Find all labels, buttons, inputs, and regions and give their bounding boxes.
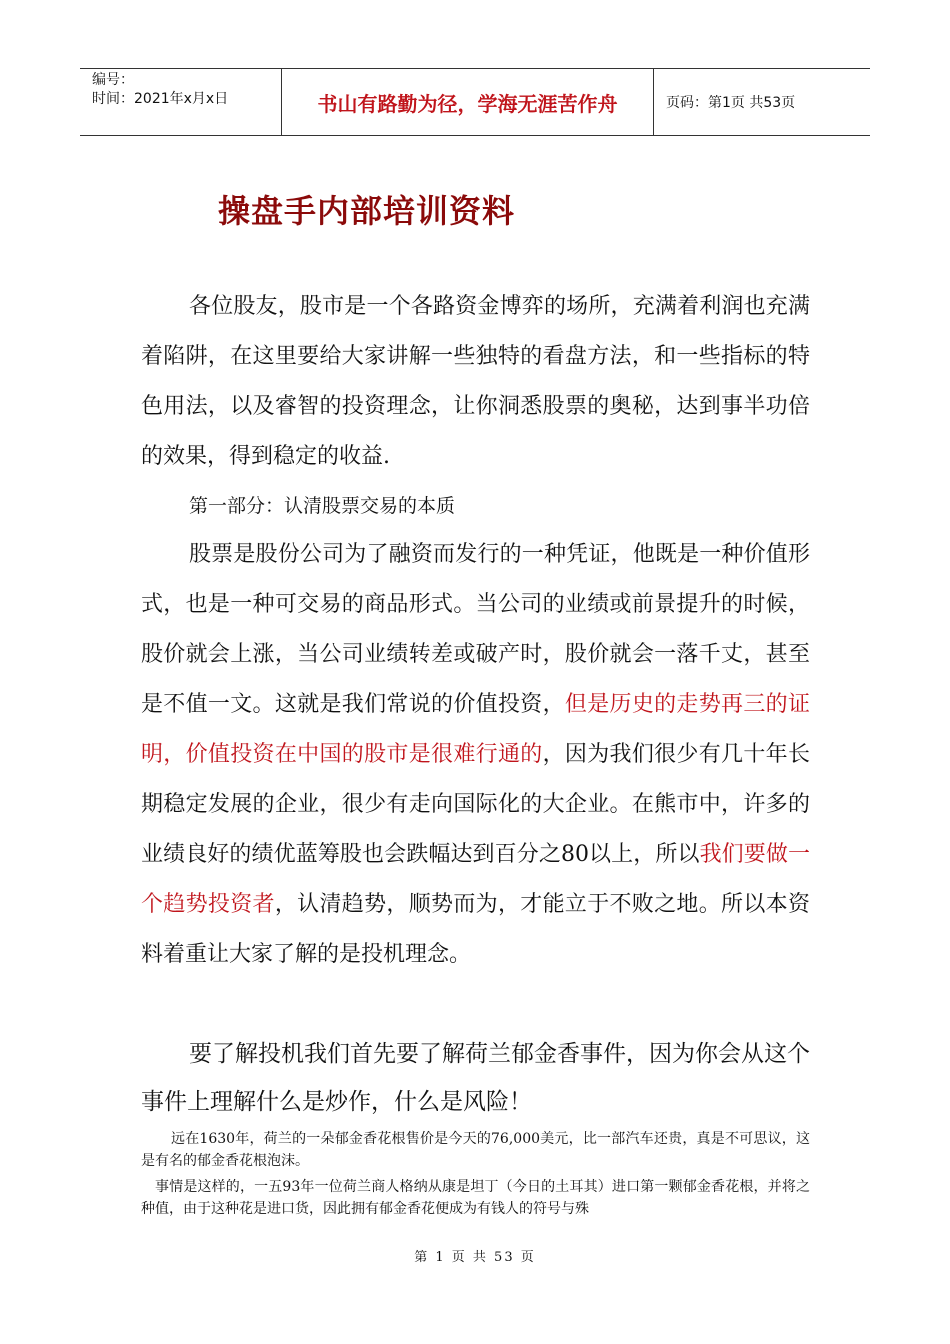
document-title: 操盘手内部培训资料 bbox=[218, 192, 516, 230]
header-table bbox=[80, 68, 870, 136]
tulip-section bbox=[141, 1030, 810, 1126]
stock-text-a: 股票是股份公司为了融资而发行的一种凭证，他既是一种价值形式，也是一种可交易的商品形式。当公司的业绩或前景提升的时候，股价就会上涨，当公司业绩转差或破产时，股价就会一落千丈，甚至是不值一文。这就是我们常说的价值投资， bbox=[141, 542, 810, 717]
page-info: 页码：第1页 共53页 bbox=[666, 95, 796, 111]
tulip-intro-paragraph: 要了解投机我们首先要了解荷兰郁金香事件，因为你会从这个事件上理解什么是炒作，什么是风险！ bbox=[141, 1041, 810, 1115]
part-one-heading: 第一部分：认清股票交易的本质 bbox=[189, 495, 456, 517]
number-label: 编号： bbox=[92, 72, 134, 88]
header-meta-cell bbox=[80, 69, 282, 135]
tulip-price-paragraph: 远在1630年，荷兰的一朵郁金香花根售价是今天的76,000美元，比一部汽车还贵，真是不可思议，这是有名的郁金香花根泡沫。 bbox=[141, 1131, 810, 1169]
stock-text-c: ，认清趋势，顺势而为，才能立于不败之地。所以本资料着重让大家了解的是投机理念。 bbox=[141, 892, 810, 967]
time-label: 时间：2021年x月x日 bbox=[92, 91, 229, 107]
stock-highlight-1: 但是历史的走势再三的证明，价值投资在中国的股市是很难行通的 bbox=[141, 692, 810, 767]
tulip-history-paragraph: 事情是这样的，一五93年一位荷兰商人格纳从康是坦丁（今日的土耳其）进口第一颗郁金香花根，并将之种值，由于这种花是进口货，因此拥有郁金香花便成为有钱人的符号与殊 bbox=[141, 1179, 810, 1217]
intro-section bbox=[141, 282, 810, 482]
stock-section bbox=[141, 530, 810, 980]
motto: 书山有路勤为径，学海无涯苦作舟 bbox=[317, 91, 618, 116]
stock-text-b: ，因为我们很少有几十年长期稳定发展的企业，很少有走向国际化的大企业。在熊市中，许多的业绩良好的绩优蓝筹股也会跌幅达到百分之80以上，所以 bbox=[141, 742, 810, 867]
stock-highlight-2: 我们要做一个趋势投资者 bbox=[141, 842, 810, 917]
page-info-cell bbox=[654, 69, 870, 135]
intro-paragraph: 各位股友，股市是一个各路资金博弈的场所，充满着利润也充满着陷阱，在这里要给大家讲解一些独特的看盘方法，和一些指标的特色用法，以及睿智的投资理念，让你洞悉股票的奥秘，达到事半功倍的效果，得到稳定的收益. bbox=[141, 294, 810, 469]
motto-cell bbox=[282, 69, 654, 135]
page-footer: 第 1 页 共 53 页 bbox=[414, 1250, 536, 1265]
part-one-section bbox=[141, 481, 810, 531]
stock-paragraph bbox=[141, 530, 810, 980]
small-text-section bbox=[141, 1128, 810, 1220]
